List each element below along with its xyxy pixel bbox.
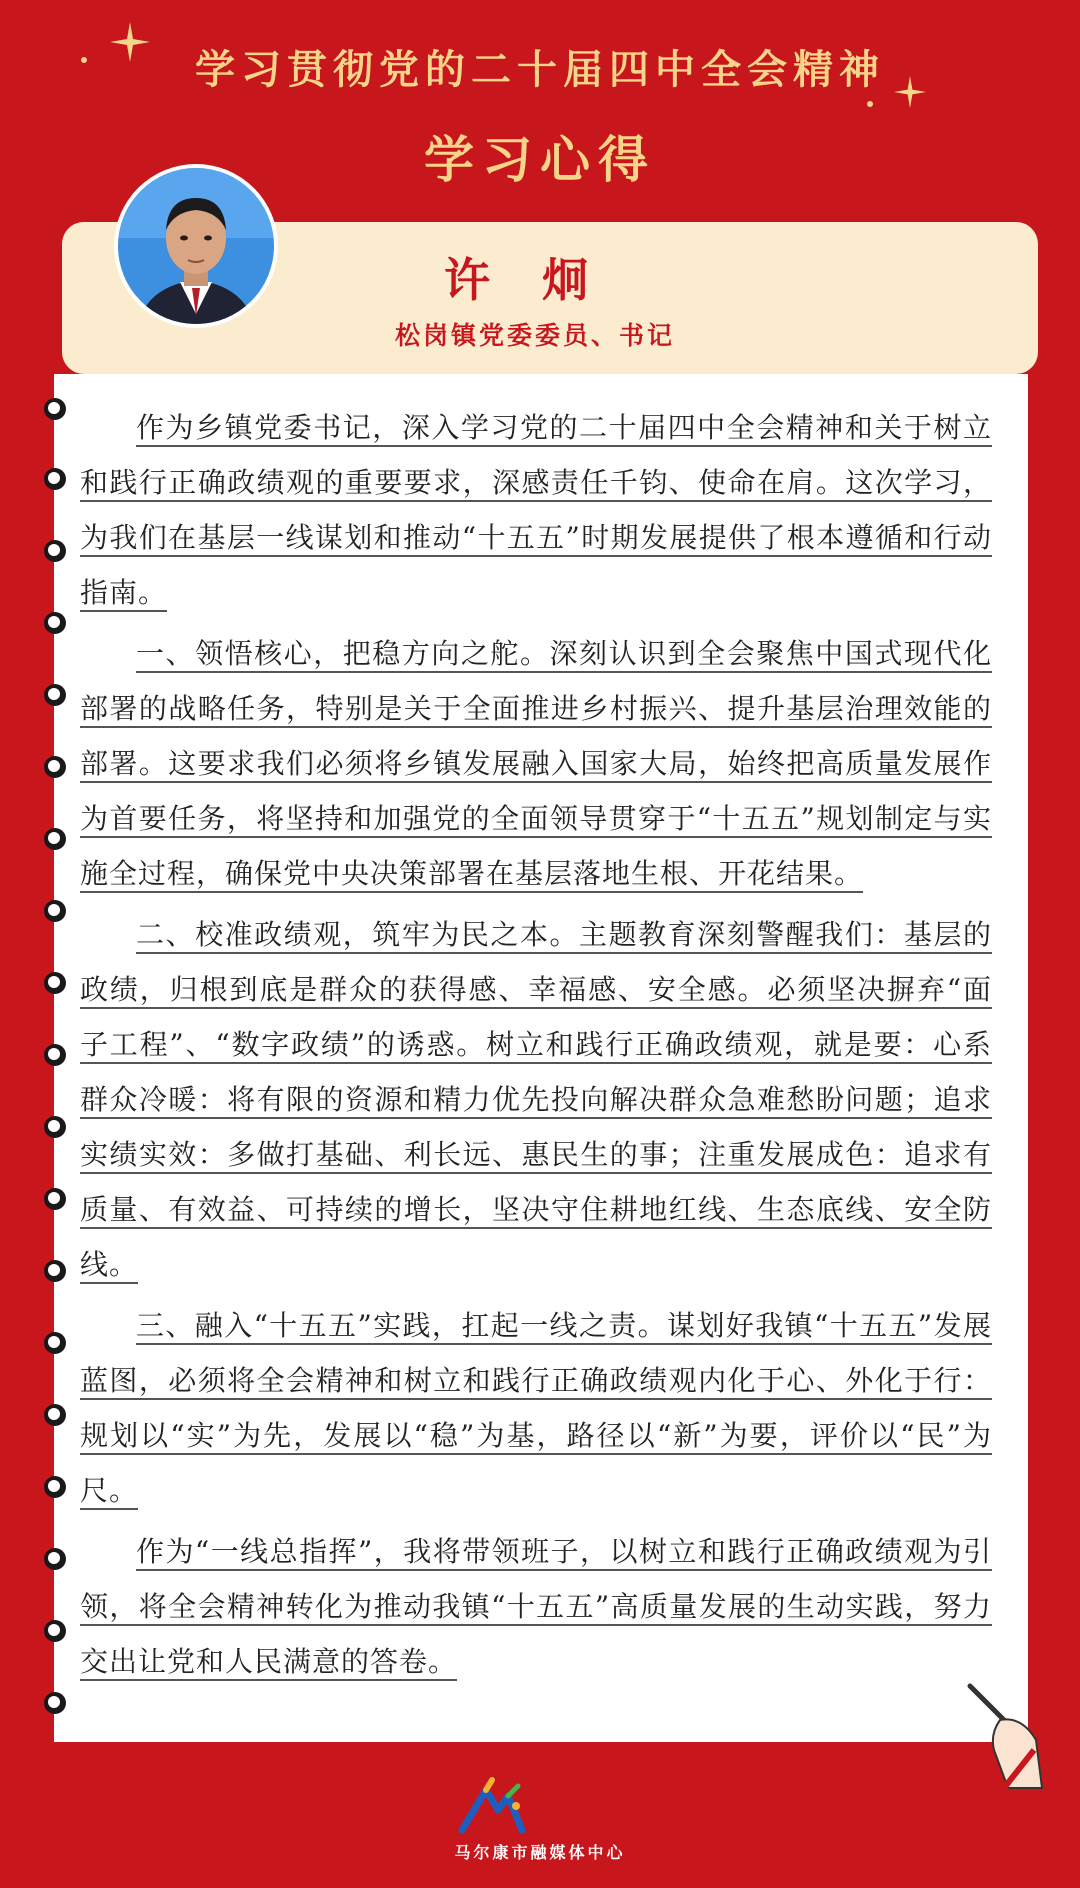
- media-center-logo: [456, 1776, 528, 1836]
- article-paragraph: 一、领悟核心，把稳方向之舵。深刻认识到全会聚焦中国式现代化部署的战略任务，特别是关于全面推进乡村振兴、提升基层治理效能的部署。这要求我们必须将乡镇发展融入国家大局，始终把高质量发展作为首要任务，将坚持和加强党的全面领导贯穿于“十五五”规划制定与实施全过程，确保党中央决策部署在基层落地生根、开花结果。: [80, 637, 992, 890]
- binder-ring: [44, 684, 66, 706]
- page-title: 学习贯彻党的二十届四中全会精神: [195, 46, 885, 93]
- binder-ring: [44, 828, 66, 850]
- person-name: 许 炯: [443, 253, 606, 307]
- article-paragraph: 二、校准政绩观，筑牢为民之本。主题教育深刻警醒我们：基层的政绩，归根到底是群众的获得感、幸福感、安全感。必须坚决摒弃“面子工程”、“数字政绩”的诱惑。树立和践行正确政绩观，就是要：心系群众冷暖：将有限的资源和精力优先投向解决群众急难愁盼问题；追求实绩实效：多做打基础、利长远、惠民生的事；注重发展成色：追求有质量、有效益、可持续的增长，坚决守住耕地红线、生态底线、安全防线。: [80, 918, 992, 1281]
- binder-ring: [44, 1620, 66, 1642]
- binder-ring: [44, 1404, 66, 1426]
- binder-ring: [44, 900, 66, 922]
- binder-ring: [44, 1188, 66, 1210]
- binder-ring: [44, 1548, 66, 1570]
- binder-ring: [44, 1692, 66, 1714]
- binder-ring: [44, 1476, 66, 1498]
- person-title: 松岗镇党委委员、书记: [394, 321, 675, 350]
- binder-ring: [44, 1260, 66, 1282]
- article-paragraph: 作为乡镇党委书记，深入学习党的二十届四中全会精神和关于树立和践行正确政绩观的重要要求，深感责任千钧、使命在肩。这次学习，为我们在基层一线谋划和推动“十五五”时期发展提供了根本遵循和行动指南。: [80, 411, 992, 609]
- binder-ring: [44, 1332, 66, 1354]
- binder-ring: [44, 468, 66, 490]
- page-subtitle: 学习心得: [424, 130, 656, 189]
- article-body: [80, 400, 992, 1695]
- sparkle-icon: [866, 100, 874, 108]
- footer-org-name: 马尔康市融媒体中心: [454, 1843, 626, 1862]
- binder-ring: [44, 540, 66, 562]
- binder-ring: [44, 1044, 66, 1066]
- binder-ring: [44, 398, 66, 420]
- binder-ring: [44, 1116, 66, 1138]
- binder-ring: [44, 756, 66, 778]
- binder-ring: [44, 612, 66, 634]
- article-paragraph: 作为“一线总指挥”，我将带领班子，以树立和践行正确政绩观为引领，将全会精神转化为推动我镇“十五五”高质量发展的生动实践，努力交出让党和人民满意的答卷。: [80, 1535, 992, 1678]
- article-paragraph: 三、融入“十五五”实践，扛起一线之责。谋划好我镇“十五五”发展蓝图，必须将全会精神和树立和践行正确政绩观内化于心、外化于行：规划以“实”为先，发展以“稳”为基，路径以“新”为要，评价以“民”为尺。: [80, 1309, 992, 1507]
- hand-pen-icon: [964, 1680, 1044, 1790]
- binder-ring: [44, 972, 66, 994]
